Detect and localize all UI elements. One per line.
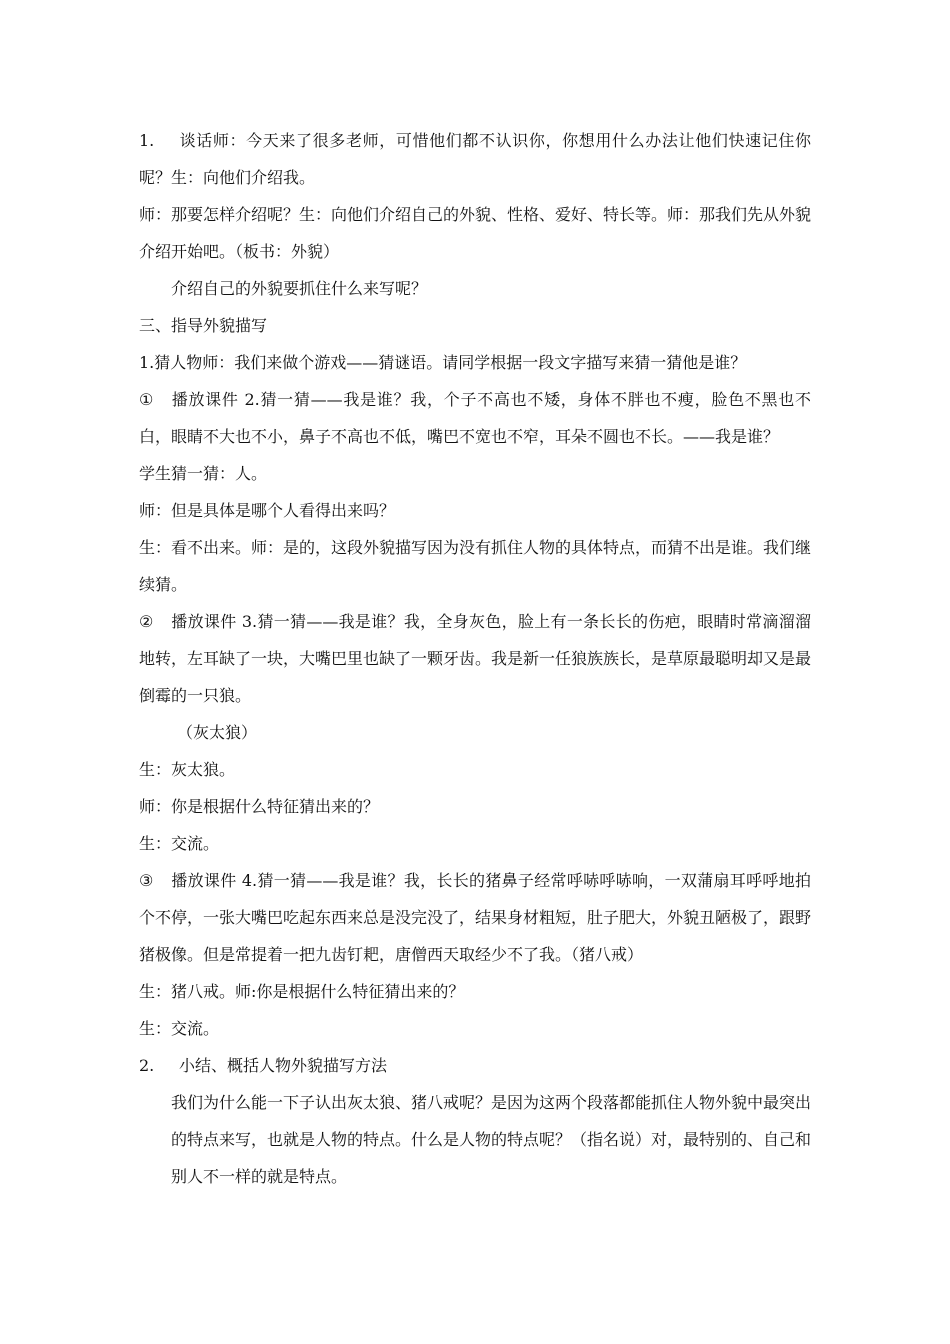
- paragraph-14: [139, 825, 811, 862]
- circled-number: ①: [139, 390, 154, 409]
- paragraph-text: 播放课件 3.猜一猜——我是谁？我，全身灰色，脸上有一条长长的伤疤，眼睛时常滴溜溜地转，左耳缺了一块，大嘴巴里也缺了一颗牙齿。我是新一任狼族族长，是草原最聪明却又是最倒霉的一只狼。: [139, 612, 812, 705]
- paragraph-text: 师：那要怎样介绍呢？生：向他们介绍自己的外貌、性格、爱好、特长等。师：那我们先从外貌介绍开始吧。（板书：外貌）: [139, 205, 812, 261]
- paragraph-12: [139, 751, 811, 788]
- list-number: 2.: [139, 1056, 155, 1075]
- paragraph-18: [139, 1047, 811, 1084]
- paragraph-text: 生：看不出来。师：是的，这段外貌描写因为没有抓住人物的具体特点，而猜不出是谁。我们继续猜。: [139, 538, 812, 594]
- paragraph-7: [139, 455, 811, 492]
- paragraph-19: [139, 1084, 811, 1195]
- heading-text: 三、指导外貌描写: [139, 316, 268, 335]
- paragraph-8: [139, 492, 811, 529]
- paragraph-text: 师：你是根据什么特征猜出来的？: [139, 797, 380, 816]
- paragraph-13: [139, 788, 811, 825]
- paragraph-text: 介绍自己的外貌要抓住什么来写呢？: [171, 279, 428, 298]
- paragraph-text: 师：但是具体是哪个人看得出来吗？: [139, 501, 396, 520]
- paragraph-5: [139, 344, 811, 381]
- list-number: 1.: [139, 131, 155, 150]
- paragraph-text: 1.猜人物师：我们来做个游戏——猜谜语。请同学根据一段文字描写来猜一猜他是谁？: [139, 353, 747, 372]
- circled-number: ②: [139, 612, 154, 631]
- paragraph-6: [139, 381, 811, 455]
- paragraph-15: [139, 862, 811, 973]
- paragraph-text: 生：交流。: [139, 834, 220, 853]
- paragraph-17: [139, 1010, 811, 1047]
- paragraph-text: 我们为什么能一下子认出灰太狼、猪八戒呢？是因为这两个段落都能抓住人物外貌中最突出的特点来写，也就是人物的特点。什么是人物的特点呢？（指名说）对，最特别的、自己和别人不一样的就是特点。: [171, 1093, 812, 1186]
- paragraph-text: 学生猜一猜：人。: [139, 464, 268, 483]
- paragraph-text: 生：交流。: [139, 1019, 220, 1038]
- paragraph-2: [139, 196, 811, 270]
- circled-number: ③: [139, 871, 154, 890]
- paragraph-text: 播放课件 4.猜一猜——我是谁？我，长长的猪鼻子经常呼哧呼哧响，一双蒲扇耳呼呼地拍个不停，一张大嘴巴吃起东西来总是没完没了，结果身材粗短，肚子肥大，外貌丑陋极了，跟野猪极像。但是常提着一把九齿钉耙，唐僧西天取经少不了我。（猪八戒）: [139, 871, 812, 964]
- paragraph-9: [139, 529, 811, 603]
- paragraph-text: （灰太狼）: [177, 723, 258, 742]
- paragraph-text: 小结、概括人物外貌描写方法: [179, 1056, 388, 1075]
- paragraph-1: [139, 122, 811, 196]
- paragraph-text: 谈话师：今天来了很多老师，可惜他们都不认识你，你想用什么办法让他们快速记住你呢？生：向他们介绍我。: [139, 131, 811, 187]
- paragraph-10: [139, 603, 811, 714]
- paragraph-text: 播放课件 2.猜一猜——我是谁？我，个子不高也不矮，身体不胖也不瘦，脸色不黑也不白，眼睛不大也不小，鼻子不高也不低，嘴巴不宽也不窄，耳朵不圆也不长。——我是谁？: [139, 390, 811, 446]
- paragraph-16: [139, 973, 811, 1010]
- paragraph-11: [139, 714, 811, 751]
- paragraph-text: 生：猪八戒。师:你是根据什么特征猜出来的？: [139, 982, 465, 1001]
- document-body: [139, 122, 811, 1195]
- section-heading: [139, 307, 811, 344]
- paragraph-text: 生：灰太狼。: [139, 760, 236, 779]
- paragraph-3: [139, 270, 811, 307]
